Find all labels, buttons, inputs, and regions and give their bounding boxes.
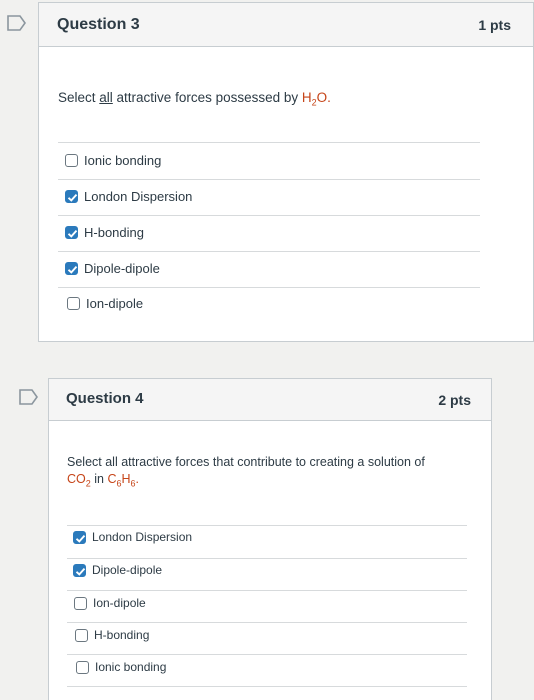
q3-option-ionic-bonding[interactable]: Ionic bonding <box>65 153 161 168</box>
q4-option-ionic-bonding[interactable]: Ionic bonding <box>76 660 166 674</box>
checkbox-unchecked-icon[interactable] <box>74 597 87 610</box>
checkbox-unchecked-icon[interactable] <box>67 297 80 310</box>
question-4-header <box>49 379 491 421</box>
checkbox-unchecked-icon[interactable] <box>65 154 78 167</box>
checkbox-unchecked-icon[interactable] <box>75 629 88 642</box>
q3-option-london-dispersion[interactable]: London Dispersion <box>65 189 192 204</box>
co2-formula: $CO_2$ <box>67 472 91 489</box>
q4-option-london-dispersion[interactable]: London Dispersion <box>73 530 192 544</box>
checkbox-checked-icon[interactable] <box>65 262 78 275</box>
question-4-card <box>48 378 492 700</box>
question-4-prompt: Select all attractive forces that contribute to creating a solution of $CO_2$ in $C_6H_6$. <box>67 455 425 489</box>
checkbox-checked-icon[interactable] <box>73 564 86 577</box>
h2o-formula: $H_2O$. <box>301 90 331 108</box>
question-4-points: 2 pts <box>438 392 471 408</box>
question-3-title: Question 3 <box>57 16 140 33</box>
q4-flag-icon[interactable] <box>18 388 40 406</box>
q3-option-dipole-dipole[interactable]: Dipole-dipole <box>65 261 160 276</box>
checkbox-checked-icon[interactable] <box>65 190 78 203</box>
question-3-points: 1 pts <box>478 17 511 33</box>
q4-option-h-bonding[interactable]: H-bonding <box>75 628 149 642</box>
question-3-header <box>39 3 533 47</box>
checkbox-unchecked-icon[interactable] <box>76 661 89 674</box>
checkbox-checked-icon[interactable] <box>65 226 78 239</box>
question-3-card <box>38 2 534 342</box>
question-3-prompt: Select all attractive forces possessed by $H_2O$. <box>58 90 331 108</box>
c6h6-formula: $C_6H_6$. <box>107 472 140 489</box>
q4-option-dipole-dipole[interactable]: Dipole-dipole <box>73 563 162 577</box>
q3-option-h-bonding[interactable]: H-bonding <box>65 225 144 240</box>
checkbox-checked-icon[interactable] <box>73 531 86 544</box>
q3-option-ion-dipole[interactable]: Ion-dipole <box>67 296 143 311</box>
q3-flag-icon[interactable] <box>6 14 28 32</box>
q4-option-ion-dipole[interactable]: Ion-dipole <box>74 596 146 610</box>
question-4-title: Question 4 <box>66 390 144 407</box>
